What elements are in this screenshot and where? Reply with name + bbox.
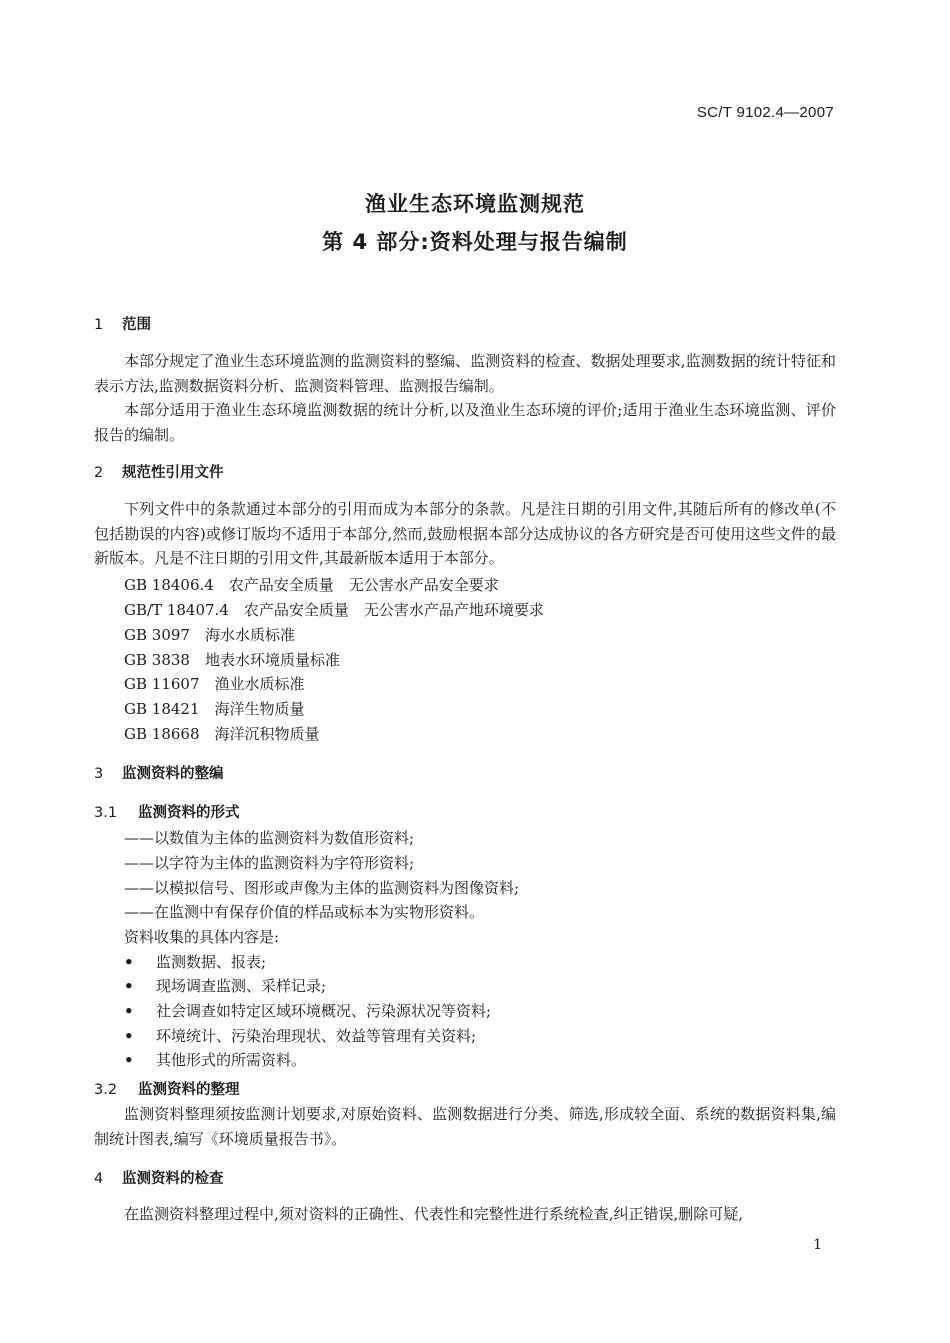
- bullet-text: 环境统计、污染治理现状、效益等管理有关资料;: [156, 1027, 477, 1045]
- standard-code: SC/T 9102.4—2007: [696, 104, 834, 121]
- reference-item: GB/T 18407.4 农产品安全质量 无公害水产品产地环境要求: [124, 601, 544, 619]
- list-intro: 资料收集的具体内容是:: [124, 928, 280, 946]
- bullet-icon: •: [124, 1051, 134, 1069]
- section-1-heading: [94, 313, 151, 334]
- section-title: 范围: [122, 317, 151, 333]
- section-number: 2: [94, 465, 104, 481]
- dash-item: ——以字符为主体的监测资料为字符形资料;: [124, 854, 415, 872]
- reference-item: GB 3097 海水水质标准: [124, 626, 295, 644]
- document-title: 渔业生态环境监测规范: [365, 192, 585, 216]
- document-subtitle: 第 4 部分:资料处理与报告编制: [322, 230, 628, 254]
- reference-item: GB 3838 地表水环境质量标准: [124, 651, 340, 669]
- bullet-item: [124, 1000, 491, 1021]
- section-number: 1: [94, 317, 104, 333]
- section-title: 监测资料的整理: [138, 1082, 240, 1098]
- section-3-1-heading: [94, 801, 240, 822]
- bullet-icon: •: [124, 977, 134, 995]
- bullet-icon: •: [124, 1002, 134, 1020]
- bullet-item: [124, 975, 326, 996]
- section-2-heading: [94, 461, 224, 482]
- paragraph: 监测资料整理须按监测计划要求,对原始资料、监测数据进行分类、筛选,形成较全面、系统的数据资料集,编制统计图表,编写《环境质量报告书》。: [94, 1105, 836, 1148]
- reference-item: GB 18668 海洋沉积物质量: [124, 725, 320, 743]
- reference-item: GB 18421 海洋生物质量: [124, 700, 305, 718]
- section-title: 监测资料的检查: [122, 1171, 224, 1187]
- section-title: 监测资料的形式: [138, 805, 240, 821]
- section-number: 3.1: [94, 805, 118, 821]
- paragraph: 在监测资料整理过程中,须对资料的正确性、代表性和完整性进行系统检查,纠正错误,删除可疑,: [124, 1205, 744, 1223]
- section-number: 3: [94, 766, 104, 782]
- paragraph: 本部分规定了渔业生态环境监测的监测资料的整编、监测资料的检查、数据处理要求,监测数据的统计特征和表示方法,监测数据资料分析、监测资料管理、监测报告编制。: [94, 352, 836, 395]
- reference-item: GB 11607 渔业水质标准: [124, 675, 305, 693]
- bullet-text: 现场调查监测、采样记录;: [156, 977, 327, 995]
- bullet-text: 社会调查如特定区域环境概况、污染源状况等资料;: [156, 1002, 492, 1020]
- bullet-item: [124, 1025, 476, 1046]
- bullet-text: 其他形式的所需资料。: [156, 1051, 307, 1069]
- section-number: 4: [94, 1171, 104, 1187]
- paragraph: 本部分适用于渔业生态环境监测数据的统计分析,以及渔业生态环境的评价;适用于渔业生态环境监测、评价报告的编制。: [94, 401, 836, 444]
- dash-item: ——在监测中有保存价值的样品或标本为实物形资料。: [124, 903, 485, 921]
- bullet-icon: •: [124, 1027, 134, 1045]
- section-number: 3.2: [94, 1082, 118, 1098]
- page-number: 1: [813, 1237, 822, 1253]
- bullet-text: 监测数据、报表;: [156, 953, 267, 971]
- reference-item: GB 18406.4 农产品安全质量 无公害水产品安全要求: [124, 576, 499, 594]
- section-3-2-heading: [94, 1078, 240, 1099]
- dash-item: ——以数值为主体的监测资料为数值形资料;: [124, 829, 415, 847]
- dash-item: ——以模拟信号、图形或声像为主体的监测资料为图像资料;: [124, 879, 520, 897]
- paragraph: 下列文件中的条款通过本部分的引用而成为本部分的条款。凡是注日期的引用文件,其随后所有的修改单(不包括勘误的内容)或修订版均不适用于本部分,然而,鼓励根据本部分达成协议的各方研究是否可使用这些文件的最新版本。凡是不注日期的引用文件,其最新版本适用于本部分。: [94, 500, 836, 567]
- bullet-icon: •: [124, 953, 134, 971]
- bullet-item: [124, 1049, 306, 1070]
- section-title: 规范性引用文件: [122, 465, 224, 481]
- section-4-heading: [94, 1167, 224, 1188]
- bullet-item: [124, 951, 266, 972]
- section-title: 监测资料的整编: [122, 766, 224, 782]
- section-3-heading: [94, 762, 224, 783]
